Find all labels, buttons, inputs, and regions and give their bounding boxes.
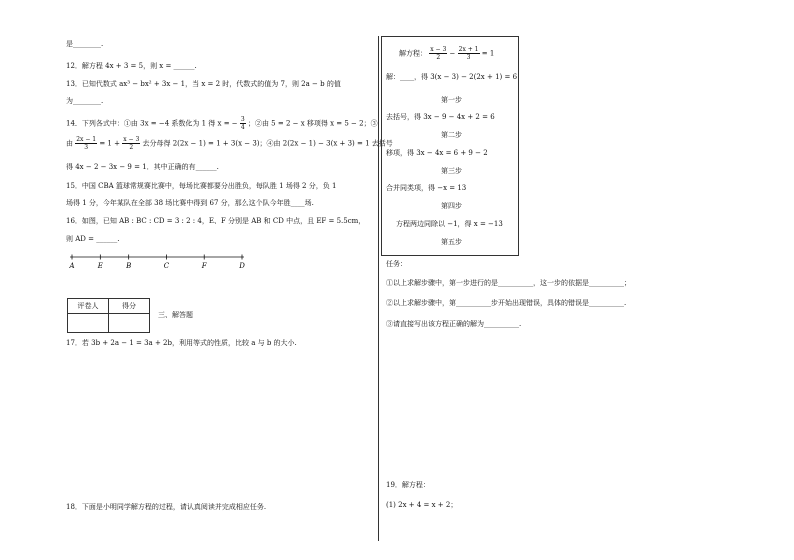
q14-l2-b: 去分母得 2(2x − 1) = 1 + 3(x − 3)；④由 2(2x − 1) − 3(x + 3) = 1 去括号 — [142, 139, 393, 148]
step4-label: 第四步 — [441, 202, 462, 210]
q14-l2-mid: = 1 + — [99, 139, 120, 148]
step4-line: 合并同类项，得 −x = 13 — [386, 184, 467, 192]
q14-f1-num: 3 — [240, 116, 245, 123]
step5-label: 第五步 — [441, 238, 462, 246]
question-17: 17．若 3b + 2a − 1 = 3a + 2b，利用等式的性质，比较 a 与 b 的大小. — [66, 339, 297, 347]
point-label-D: D — [239, 262, 245, 270]
q14-text-b: ；②由 5 = 2 − x 移项得 x = 5 − 2；③ — [247, 119, 378, 128]
task-3: ③请直接写出该方程正确的解为__________. — [386, 320, 522, 328]
eq-f1-den: 2 — [436, 54, 441, 61]
eq-f1-num: x − 3 — [430, 46, 447, 53]
question-15-line1: 15．中国 CBA 篮球常规赛比赛中，每场比赛都要分出胜负，每队胜 1 场得 2 分，负 1 — [66, 182, 337, 190]
question-15-line2: 场得 1 分，今年某队在全部 38 场比赛中得到 67 分，那么这个队今年胜____场. — [66, 199, 314, 207]
q14-text-a: 14．下列各式中：①由 3x = −4 系数化为 1 得 x = − — [66, 119, 238, 128]
score-table — [67, 298, 150, 333]
question-14-line3: 得 4x − 2 − 3x − 9 = 1．其中正确的有______. — [66, 163, 219, 171]
segment-diagram — [66, 253, 250, 273]
eq-rhs: = 1 — [481, 49, 495, 58]
step2-label: 第二步 — [441, 131, 462, 139]
score-header-score: 得分 — [109, 299, 150, 314]
q14-f2-den: 3 — [84, 144, 89, 151]
question-19-part1: (1) 2x + 4 = x + 2； — [386, 501, 458, 509]
score-cell-score[interactable] — [109, 314, 150, 333]
question-19: 19．解方程： — [386, 481, 430, 489]
point-label-E: E — [97, 262, 103, 270]
eq-f2-num: 2x + 1 — [458, 46, 479, 53]
eq-fraction-2 — [458, 46, 480, 61]
eq-fraction-1 — [429, 46, 447, 61]
question-13-line1: 13．已知代数式 ax³ − bx² + 3x − 1，当 x = 2 时，代数式的值为 7，则 2a − b 的值 — [66, 80, 341, 88]
score-header-grader: 评卷人 — [68, 299, 109, 314]
equation-label: 解方程： — [399, 49, 427, 58]
question-16-line2: 则 AD = ______. — [66, 235, 120, 243]
q14-f1-den: 4 — [240, 124, 245, 131]
question-13-line2: 为________. — [66, 97, 104, 105]
eq-f2-den: 3 — [466, 54, 471, 61]
score-cell-grader[interactable] — [68, 314, 109, 333]
question-14-line1 — [66, 116, 378, 131]
step1-label: 第一步 — [441, 96, 462, 104]
question-18: 18．下面是小明同学解方程的过程，请认真阅读并完成相应任务. — [66, 503, 267, 511]
eq-minus: − — [449, 49, 456, 58]
task-title: 任务： — [386, 260, 407, 268]
q14-f2-num: 2x − 1 — [76, 136, 97, 143]
question-14-line2 — [66, 136, 393, 151]
point-label-B: B — [126, 262, 132, 270]
question-16-line1: 16．如图，已知 AB : BC : CD = 3 : 2 : 4，E、F 分别是 AB 和 CD 中点，且 EF = 5.5cm， — [66, 217, 366, 225]
step3-line: 移项，得 3x − 4x = 6 + 9 − 2 — [386, 149, 488, 157]
q14-l2-pre: 由 — [66, 139, 73, 148]
q14-f3-num: x − 3 — [123, 136, 140, 143]
q14-fraction-3 — [122, 136, 140, 151]
point-label-F: F — [201, 262, 207, 270]
question-12: 12．解方程 4x + 3 = 5，则 x = ______. — [66, 62, 197, 70]
equation-line — [399, 46, 494, 61]
q14-fraction-2 — [75, 136, 97, 151]
q14-f3-den: 2 — [129, 144, 134, 151]
q14-fraction-1 — [240, 116, 246, 131]
task-2: ②以上求解步骤中，第__________步开始出现错误，具体的错误是__________. — [386, 299, 627, 307]
step3-label: 第三步 — [441, 167, 462, 175]
q11-tail: 是________. — [66, 40, 104, 48]
step5-line: 方程两边同除以 −1，得 x = −13 — [396, 220, 503, 228]
section-title-answers: 三、解答题 — [158, 311, 193, 319]
step2-line: 去括号，得 3x − 9 − 4x + 2 = 6 — [386, 113, 495, 121]
step1-line: 解：____，得 3(x − 3) − 2(2x + 1) = 6 — [386, 73, 518, 81]
task-1: ①以上求解步骤中，第一步进行的是__________，这一步的依据是__________； — [386, 279, 631, 287]
column-divider — [378, 36, 379, 541]
point-label-C: C — [163, 262, 170, 270]
point-label-A: A — [69, 262, 75, 270]
